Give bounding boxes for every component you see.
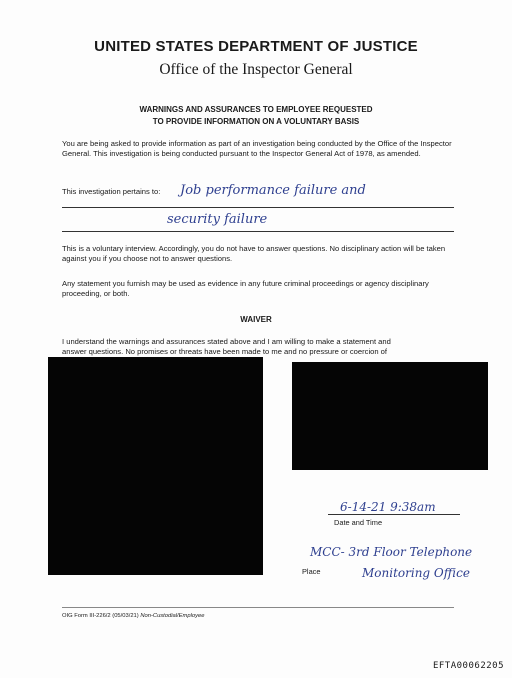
waiver-title: WAIVER	[240, 315, 272, 324]
redaction-block-left	[48, 357, 263, 575]
form-id: OIG Form III-226/2	[62, 613, 111, 619]
intro-paragraph: You are being asked to provide information as part of an investigation being conducted by the Office of the Inspector General. This investigation is being conducted pursuant to the Inspector General Act of 1978, as amended.	[62, 139, 452, 159]
date-time-label: Date and Time	[334, 518, 383, 527]
waiver-text-line2: answer questions. No promises or threats have been made to me and no pressure or coercion of	[62, 347, 388, 356]
investigation-handwritten-line1: Job performance failure and	[180, 183, 366, 198]
form-footer	[62, 613, 204, 619]
form-date: (05/03/21)	[110, 613, 141, 619]
document-id-stamp: EFTA00062205	[432, 661, 504, 671]
investigation-underline-2	[62, 231, 454, 232]
place-handwritten-line2: Monitoring Office	[362, 566, 470, 580]
investigation-label: This investigation pertains to:	[62, 187, 161, 196]
footer-rule	[62, 607, 454, 608]
form-title-line1: WARNINGS AND ASSURANCES TO EMPLOYEE REQUESTED	[139, 105, 373, 114]
date-time-underline	[328, 514, 460, 515]
office-heading: Office of the Inspector General	[159, 61, 353, 78]
agency-heading: UNITED STATES DEPARTMENT OF JUSTICE	[94, 38, 418, 55]
form-title-line2: TO PROVIDE INFORMATION ON A VOLUNTARY BASIS	[152, 117, 360, 126]
investigation-underline-1	[62, 207, 454, 208]
date-time-handwritten: 6-14-21 9:38am	[340, 500, 436, 514]
form-type: Non-Custodial/Employee	[140, 613, 205, 619]
voluntary-paragraph: This is a voluntary interview. Accordingly, you do not have to answer questions. No disciplinary action will be taken against you if you choose not to answer questions.	[62, 244, 446, 264]
place-label: Place	[302, 567, 321, 576]
evidence-paragraph: Any statement you furnish may be used as evidence in any future criminal proceedings or agency disciplinary proceeding, or both.	[62, 279, 429, 299]
place-handwritten-line1: MCC- 3rd Floor Telephone	[310, 545, 473, 559]
redaction-block-right	[292, 362, 488, 470]
waiver-text-line1: I understand the warnings and assurances stated above and I am willing to make a statement and	[62, 337, 391, 346]
investigation-handwritten-line2: security failure	[167, 212, 268, 227]
